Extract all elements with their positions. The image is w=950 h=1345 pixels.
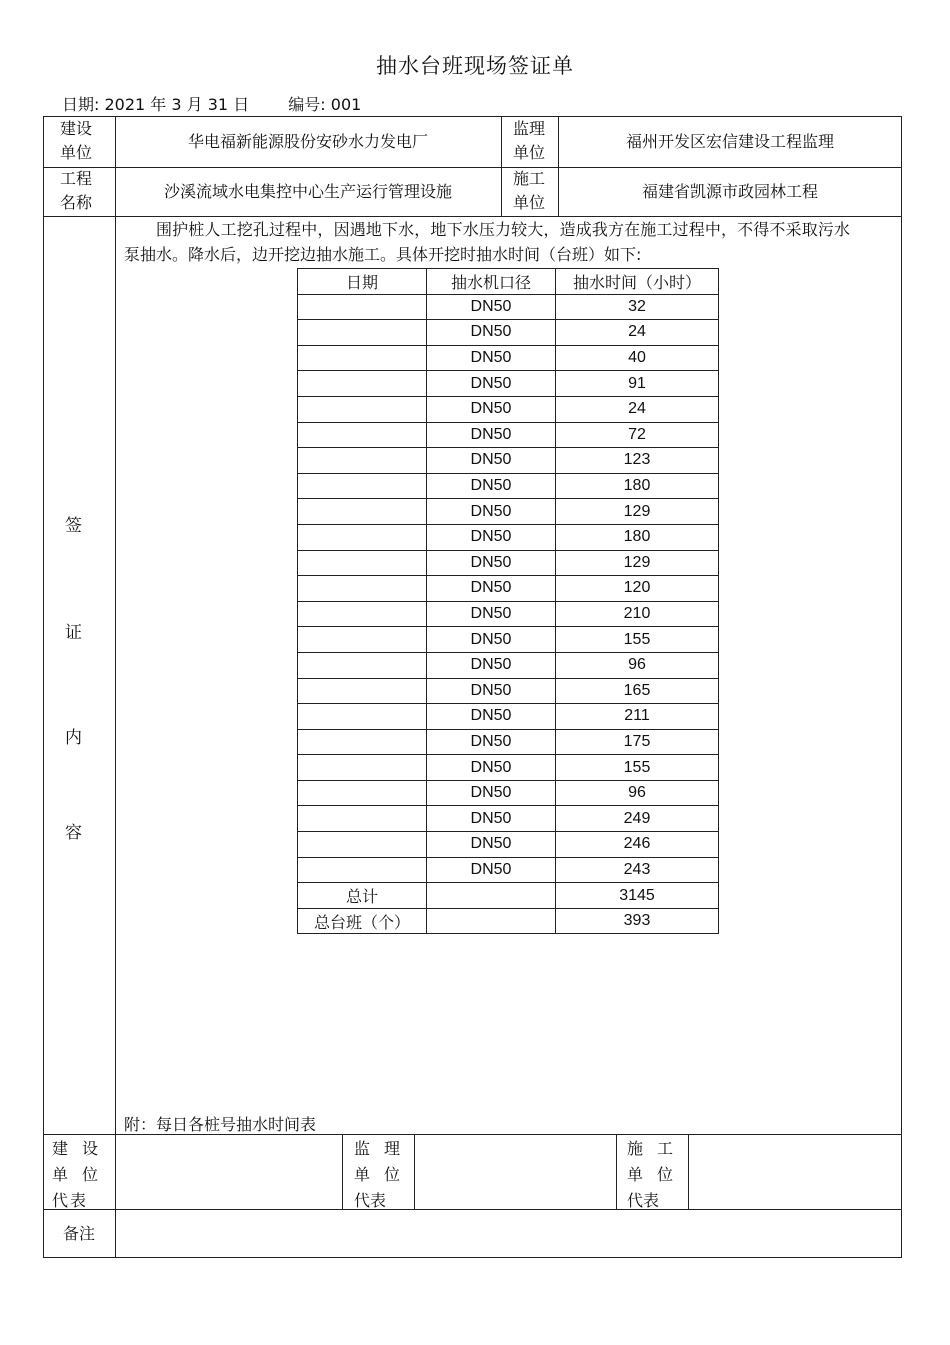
content-paragraph: 围护桩人工挖孔过程中，因遇地下水，地下水压力较大，造成我方在施工过程中，不得不采取污水泵抽水。降水后，边开挖边抽水施工。具体开挖时抽水时间（台班）如下: xyxy=(124,220,850,264)
table-cell xyxy=(427,908,556,934)
table-cell: DN50 xyxy=(427,755,556,781)
table-cell: DN50 xyxy=(427,857,556,883)
table-cell xyxy=(298,576,427,602)
table-cell xyxy=(298,601,427,627)
side-char: 容 xyxy=(65,823,82,843)
table-cell xyxy=(298,396,427,422)
table-cell: DN50 xyxy=(427,704,556,730)
construct-unit-label: 施工 单位 xyxy=(513,169,546,212)
table-cell xyxy=(298,832,427,858)
table-row xyxy=(298,294,719,320)
table-row xyxy=(298,345,719,371)
table-cell: 249 xyxy=(556,806,719,832)
table-cell xyxy=(298,652,427,678)
construct-unit-value: 福建省凯源市政园林工程 xyxy=(641,182,818,201)
col-divider xyxy=(616,1134,617,1209)
table-cell: DN50 xyxy=(427,371,556,397)
table-cell: DN50 xyxy=(427,524,556,550)
construct-unit-rep-label: 施 工 单 位 代表 xyxy=(627,1139,674,1210)
table-row xyxy=(298,652,719,678)
row-divider xyxy=(43,1209,902,1210)
table-cell: 96 xyxy=(556,780,719,806)
table-row xyxy=(298,601,719,627)
table-cell: 40 xyxy=(556,345,719,371)
table-cell: 3145 xyxy=(556,883,719,909)
table-row xyxy=(298,755,719,781)
table-row xyxy=(298,729,719,755)
table-cell: 210 xyxy=(556,601,719,627)
table-cell: 24 xyxy=(556,320,719,346)
table-cell xyxy=(298,524,427,550)
table-cell: 211 xyxy=(556,704,719,730)
supervise-unit-label: 监理 单位 xyxy=(513,119,546,162)
table-cell: 393 xyxy=(556,908,719,934)
table-cell: 175 xyxy=(556,729,719,755)
table-cell xyxy=(298,550,427,576)
table-cell xyxy=(298,499,427,525)
remarks-label: 备注 xyxy=(62,1224,95,1243)
document-title: 抽水台班现场签证单 xyxy=(376,54,574,78)
table-cell: DN50 xyxy=(427,678,556,704)
table-cell: 抽水时间（小时） xyxy=(556,269,719,295)
table-cell: DN50 xyxy=(427,627,556,653)
table-cell: DN50 xyxy=(427,320,556,346)
table-cell: 抽水机口径 xyxy=(427,269,556,295)
col-divider xyxy=(115,116,116,1258)
table-cell: DN50 xyxy=(427,294,556,320)
table-cell xyxy=(298,320,427,346)
table-cell: DN50 xyxy=(427,345,556,371)
table-shifts-row xyxy=(298,908,719,934)
side-char: 证 xyxy=(65,623,82,643)
table-cell: 246 xyxy=(556,832,719,858)
table-cell xyxy=(298,345,427,371)
table-cell xyxy=(298,371,427,397)
table-row xyxy=(298,499,719,525)
table-cell: 72 xyxy=(556,422,719,448)
meta-line xyxy=(62,92,361,115)
table-row xyxy=(298,473,719,499)
table-cell: 日期 xyxy=(298,269,427,295)
table-cell: 165 xyxy=(556,678,719,704)
table-cell: 155 xyxy=(556,755,719,781)
table-cell xyxy=(298,729,427,755)
table-cell: 91 xyxy=(556,371,719,397)
table-cell: 180 xyxy=(556,524,719,550)
table-cell: 129 xyxy=(556,499,719,525)
table-cell: DN50 xyxy=(427,832,556,858)
table-cell: DN50 xyxy=(427,499,556,525)
table-cell: 总台班（个） xyxy=(298,908,427,934)
table-cell xyxy=(298,422,427,448)
table-row xyxy=(298,806,719,832)
table-cell: 123 xyxy=(556,448,719,474)
table-cell xyxy=(298,780,427,806)
build-unit-rep-label: 建 设 单 位 代 表 xyxy=(52,1139,99,1210)
table-cell xyxy=(298,627,427,653)
table-cell: 总计 xyxy=(298,883,427,909)
pumping-table xyxy=(297,268,719,934)
table-row xyxy=(298,371,719,397)
side-char: 内 xyxy=(65,728,82,748)
table-total-row xyxy=(298,883,719,909)
table-row xyxy=(298,780,719,806)
table-cell xyxy=(298,473,427,499)
col-divider xyxy=(414,1134,415,1209)
table-cell: DN50 xyxy=(427,473,556,499)
table-row xyxy=(298,678,719,704)
table-row xyxy=(298,448,719,474)
table-row xyxy=(298,320,719,346)
table-row xyxy=(298,857,719,883)
table-cell: DN50 xyxy=(427,550,556,576)
table-cell: 180 xyxy=(556,473,719,499)
table-cell: 24 xyxy=(556,396,719,422)
table-cell xyxy=(298,704,427,730)
side-char: 签 xyxy=(65,516,82,536)
table-row xyxy=(298,550,719,576)
table-cell: DN50 xyxy=(427,729,556,755)
table-cell xyxy=(298,857,427,883)
col-divider xyxy=(342,1134,343,1209)
table-row xyxy=(298,832,719,858)
table-header-row xyxy=(298,269,719,295)
number-value: 001 xyxy=(330,95,362,114)
table-cell: DN50 xyxy=(427,448,556,474)
supervise-unit-rep-label: 监 理 单 位 代表 xyxy=(354,1139,401,1210)
table-row xyxy=(298,576,719,602)
table-row xyxy=(298,422,719,448)
table-row xyxy=(298,704,719,730)
table-cell: 129 xyxy=(556,550,719,576)
supervise-unit-value: 福州开发区宏信建设工程监理 xyxy=(625,132,834,151)
table-cell: DN50 xyxy=(427,601,556,627)
project-name-label: 工程 名称 xyxy=(60,169,93,212)
table-cell xyxy=(298,755,427,781)
table-cell: 243 xyxy=(556,857,719,883)
table-row xyxy=(298,627,719,653)
table-cell: 32 xyxy=(556,294,719,320)
table-cell: DN50 xyxy=(427,396,556,422)
attachment-note: 附：每日各桩号抽水时间表 xyxy=(124,1115,317,1134)
build-unit-value: 华电福新能源股份安砂水力发电厂 xyxy=(187,132,428,151)
table-cell xyxy=(298,678,427,704)
table-cell xyxy=(427,883,556,909)
table-cell: 96 xyxy=(556,652,719,678)
table-row xyxy=(298,396,719,422)
table-row xyxy=(298,524,719,550)
table-cell: DN50 xyxy=(427,652,556,678)
date-value: 2021 年 3 月 31 日 xyxy=(104,95,250,114)
project-name-value: 沙溪流域水电集控中心生产运行管理设施 xyxy=(163,182,452,201)
table-cell xyxy=(298,294,427,320)
table-cell: DN50 xyxy=(427,422,556,448)
date-label: 日期: xyxy=(62,95,100,114)
table-cell: 155 xyxy=(556,627,719,653)
table-cell xyxy=(298,806,427,832)
number-label: 编号: xyxy=(288,95,326,114)
table-cell: DN50 xyxy=(427,576,556,602)
table-body xyxy=(298,269,719,934)
build-unit-label: 建设 单位 xyxy=(60,119,93,162)
table-cell xyxy=(298,448,427,474)
table-cell: DN50 xyxy=(427,780,556,806)
col-divider xyxy=(688,1134,689,1209)
table-cell: 120 xyxy=(556,576,719,602)
col-divider xyxy=(501,116,502,216)
table-cell: DN50 xyxy=(427,806,556,832)
